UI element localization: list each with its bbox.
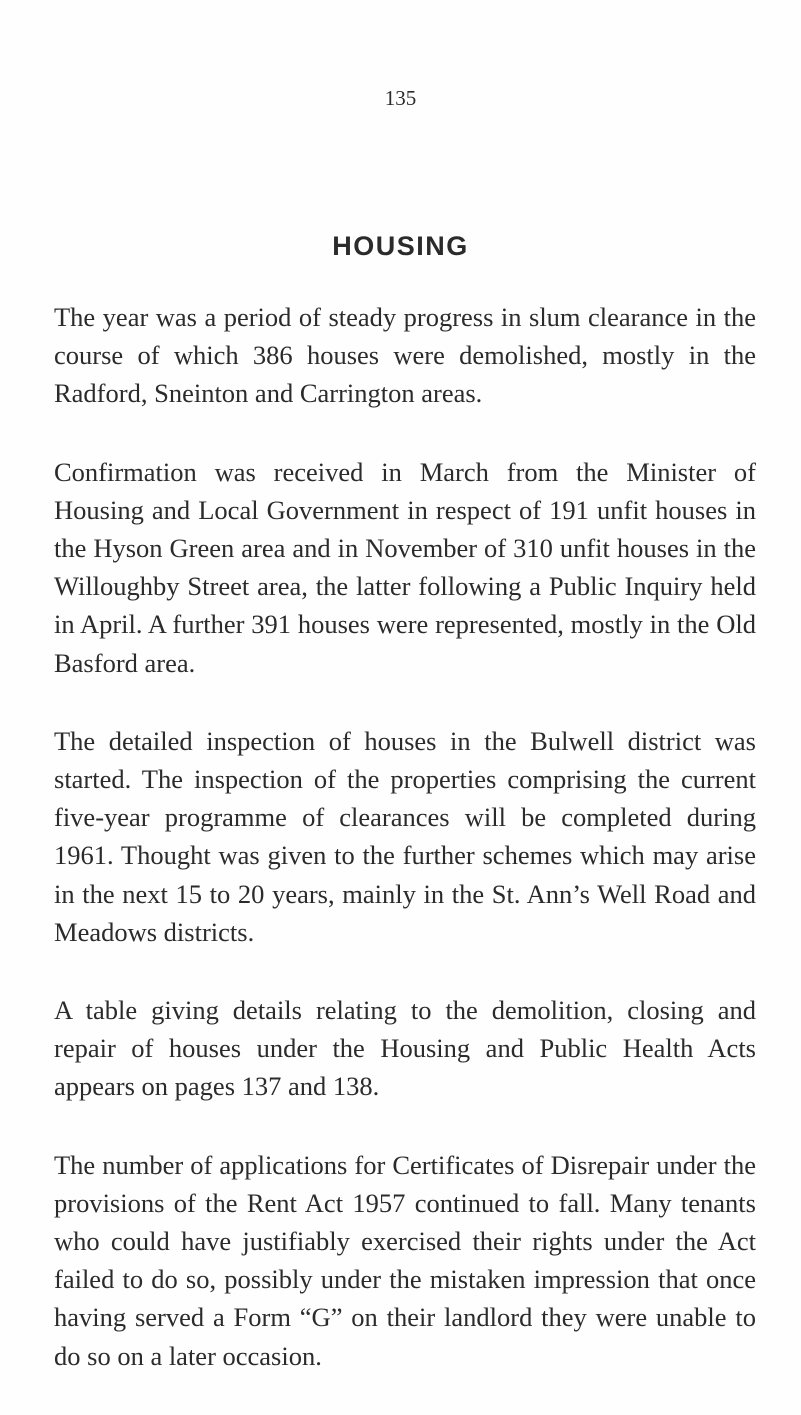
paragraph-table-reference: A table giving details relating to the demolition, closing and repair of houses under the Housing and Public Health Acts appears on pages 137 and 138. (54, 995, 756, 1102)
page-number: 135 (384, 86, 417, 110)
paragraph-inspection: The detailed inspection of houses in the Bulwell district was started. The inspection of the properties comprising the current five-year programme of clearances will be completed during 1961. Thought was given to the further schemes which may arise in the next 15 to 20 years, mainly in the St. Ann’s Well Road and Meadows districts. (54, 725, 756, 947)
paragraph-certificates-of-disrepair: The number of applications for Certificates of Disrepair under the provisions of the Rent Act 1957 continued to fall. Many tenants who could have justifiably exercised their rights under the Act failed to do so, possibly under the mistaken impression that once having served a Form “G” on their landlord they were unable to do so on a later occasion. (54, 1149, 756, 1371)
paragraph-confirmation: Confirmation was received in March from the Minister of Housing and Local Government in respect of 191 unfit houses in the Hyson Green area and in November of 310 unfit houses in the Willoughby Street area, the latter following a Public Inquiry held in April. A further 391 houses were represented, mostly in the Old Basford area. (54, 456, 756, 678)
document-body (54, 298, 756, 1415)
paragraph-slum-clearance: The year was a period of steady progress in slum clearance in the course of which 386 houses were demolished, mostly in the Radford, Sneinton and Carrington areas. (54, 302, 756, 409)
page-title: HOUSING (332, 231, 469, 261)
